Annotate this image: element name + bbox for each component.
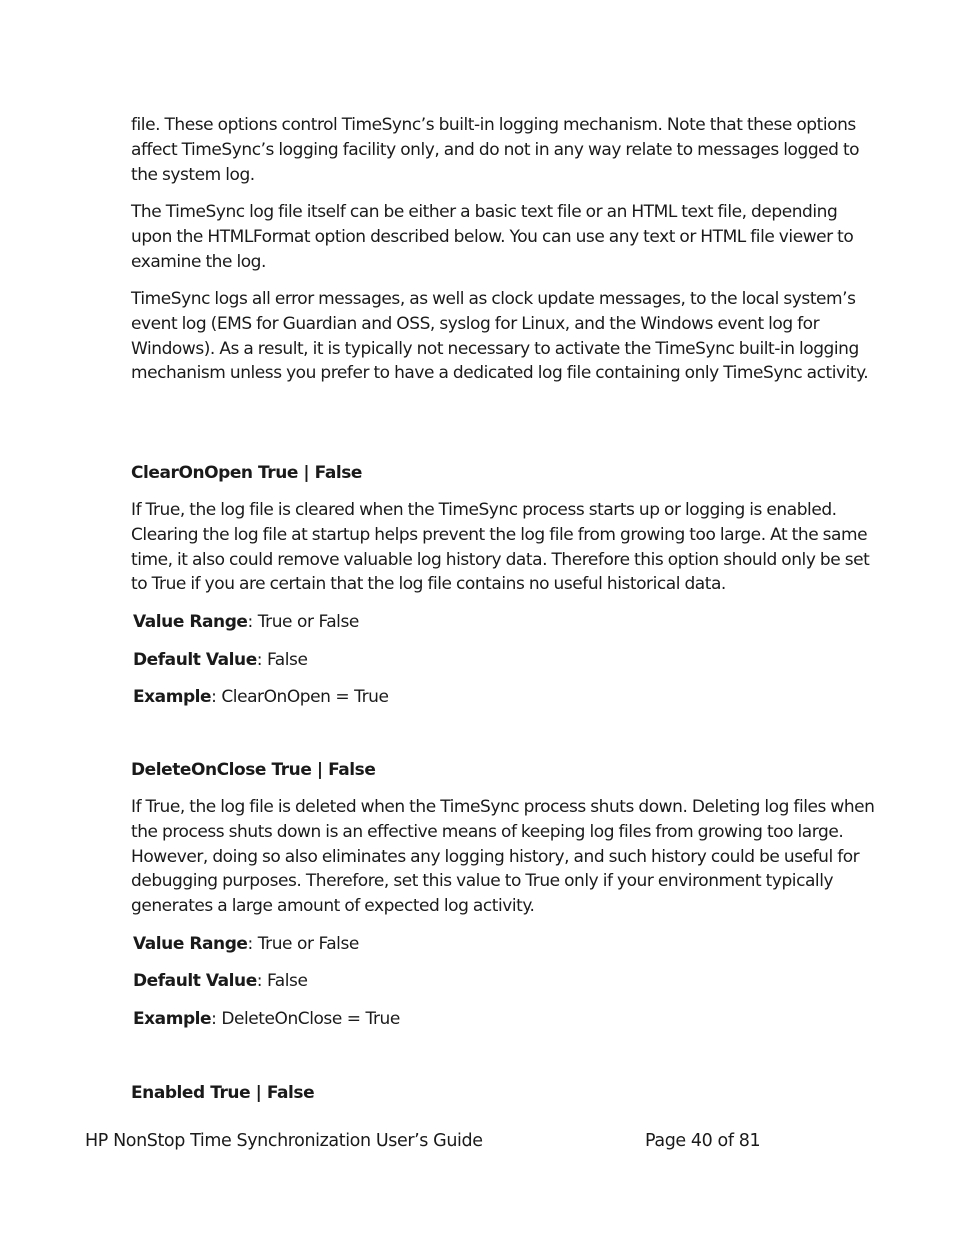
intro-paragraph-1: file. These options control TimeSync’s built-in logging mechanism. Note that these options affect TimeSync’s logging facility only, and do not in any way relate to messages logged to the system log. bbox=[131, 115, 860, 185]
footer-document-title: HP NonStop Time Synchronization User’s Guide bbox=[85, 1131, 483, 1151]
value-range-label: Value Range bbox=[133, 934, 248, 954]
intro-paragraph-3: TimeSync logs all error messages, as well as clock update messages, to the local system’s event log (EMS for Guardian and OSS, syslog for Linux, and the Windows event log for Windows). As a result, it is typically not necessary to activate the TimeSync built-in logging mechanism unless you prefer to have a dedicated log file containing only TimeSync activity. bbox=[131, 289, 869, 384]
example-label: Example bbox=[133, 1009, 212, 1029]
value-range-text: : True or False bbox=[247, 934, 359, 954]
value-range-text: : True or False bbox=[247, 612, 359, 632]
default-value-label: Default Value bbox=[133, 971, 257, 991]
delete-on-close-default-value bbox=[133, 969, 307, 993]
delete-on-close-heading: DeleteOnClose True | False bbox=[131, 760, 376, 780]
footer-page-number: Page 40 of 81 bbox=[645, 1131, 761, 1151]
default-value-text: : False bbox=[256, 971, 308, 991]
clear-on-open-default-value bbox=[133, 648, 307, 672]
example-label: Example bbox=[133, 687, 212, 707]
example-text: : ClearOnOpen = True bbox=[211, 687, 389, 707]
clear-on-open-value-range bbox=[133, 610, 359, 634]
intro-paragraph-2: The TimeSync log file itself can be either a basic text file or an HTML text file, depending upon the HTMLFormat option described below. You can use any text or HTML file viewer to examine the log. bbox=[131, 202, 854, 272]
clear-on-open-example bbox=[133, 685, 388, 709]
enabled-heading: Enabled True | False bbox=[131, 1083, 315, 1103]
value-range-label: Value Range bbox=[133, 612, 248, 632]
delete-on-close-value-range bbox=[133, 932, 359, 956]
default-value-label: Default Value bbox=[133, 650, 257, 670]
delete-on-close-example bbox=[133, 1007, 400, 1031]
delete-on-close-description: If True, the log file is deleted when the TimeSync process shuts down. Deleting log files when the process shuts down is an effective means of keeping log files from growing too large. However, doing so also eliminates any logging history, and such history could be useful for debugging purposes. Therefore, set this value to True only if your environment typically generates a large amount of expected log activity. bbox=[131, 797, 875, 917]
example-text: : DeleteOnClose = True bbox=[211, 1009, 400, 1029]
clear-on-open-heading: ClearOnOpen True | False bbox=[131, 463, 362, 483]
clear-on-open-description: If True, the log file is cleared when the TimeSync process starts up or logging is enabled. Clearing the log file at startup helps prevent the log file from growing too large. At the same time, it also could remove valuable log history data. Therefore this option should only be set to True if you are certain that the log file contains no useful historical data. bbox=[131, 500, 870, 595]
default-value-text: : False bbox=[256, 650, 308, 670]
